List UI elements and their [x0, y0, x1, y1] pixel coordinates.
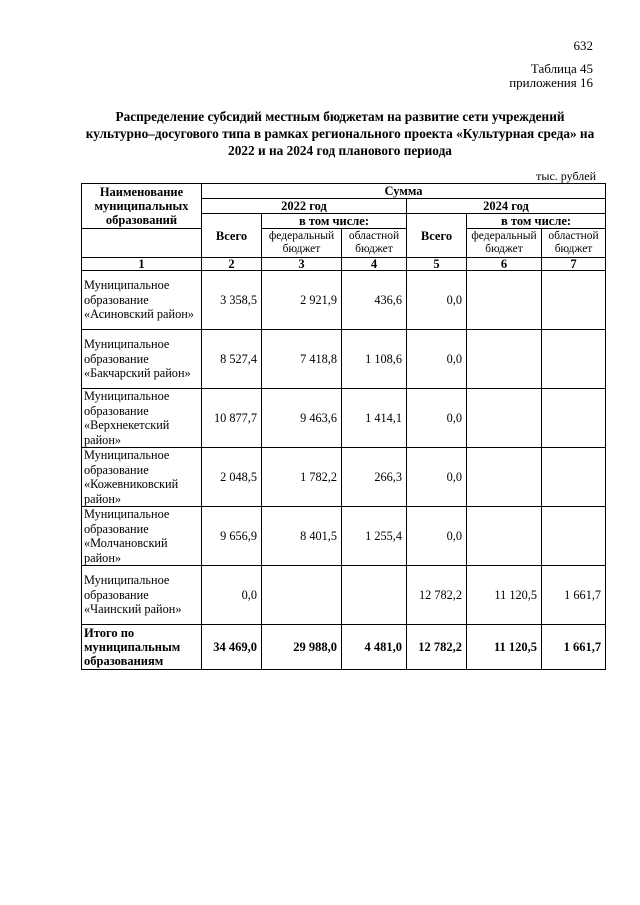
value-2024-regional — [542, 271, 606, 330]
table-ref-line2: приложения 16 — [509, 75, 593, 90]
municipality-name: Муниципальное образование «Асиновский район» — [82, 271, 202, 330]
table-body — [82, 271, 606, 625]
column-number: 6 — [467, 258, 542, 271]
value-2024-total: 0,0 — [407, 389, 467, 448]
value-2024-regional — [542, 507, 606, 566]
table-ref-line1: Таблица 45 — [530, 61, 593, 76]
municipality-name: Муниципальное образование «Чаинский район» — [82, 566, 202, 625]
value-2024-total: 0,0 — [407, 330, 467, 389]
value-2024-federal — [467, 507, 542, 566]
header-total-2022: Всего — [202, 214, 262, 258]
total-label: Итого по муниципальным образованиям — [82, 625, 202, 670]
table-row — [82, 448, 606, 507]
value-2022-total: 0,0 — [202, 566, 262, 625]
column-number: 4 — [342, 258, 407, 271]
value-2022-federal: 1 782,2 — [262, 448, 342, 507]
value-2024-regional — [542, 448, 606, 507]
page-number: 632 — [573, 38, 593, 53]
value-2022-federal: 8 401,5 — [262, 507, 342, 566]
table-row — [82, 566, 606, 625]
value-2024-total: 12 782,2 — [407, 566, 467, 625]
table-row — [82, 389, 606, 448]
value-2024-total: 0,0 — [407, 507, 467, 566]
subsidy-table — [81, 183, 606, 670]
municipality-name: Муниципальное образование «Бакчарский район» — [82, 330, 202, 389]
column-number: 3 — [262, 258, 342, 271]
value-2022-regional: 1 108,6 — [342, 330, 407, 389]
value-2024-federal — [467, 389, 542, 448]
header-regional-2024: областной бюджет — [542, 229, 606, 258]
header-including-2024: в том числе: — [467, 214, 606, 229]
total-row — [82, 625, 606, 670]
value-2022-total: 9 656,9 — [202, 507, 262, 566]
value-2022-total: 10 877,7 — [202, 389, 262, 448]
header-total-2024: Всего — [407, 214, 467, 258]
header-federal-2022: федеральный бюджет — [262, 229, 342, 258]
header-year-2022: 2022 год — [202, 199, 407, 214]
document-title: Распределение субсидий местным бюджетам на развитие сети учреждений культурно–досугового типа в рамках регионального проекта «Культурная среда» на 2022 и на 2024 год планового периода — [85, 109, 595, 158]
header-name-column: Наименование муниципальных образований — [82, 184, 202, 229]
value-2024-federal — [467, 330, 542, 389]
value-2022-regional: 1 255,4 — [342, 507, 407, 566]
municipality-name: Муниципальное образование «Верхнекетский район» — [82, 389, 202, 448]
value-2022-federal: 9 463,6 — [262, 389, 342, 448]
table-row — [82, 271, 606, 330]
value-2024-federal: 11 120,5 — [467, 566, 542, 625]
table-reference — [509, 62, 593, 90]
value-2024-regional — [542, 389, 606, 448]
municipality-name: Муниципальное образование «Молчановский район» — [82, 507, 202, 566]
total-2022-all: 34 469,0 — [202, 625, 262, 670]
header-federal-2024: федеральный бюджет — [467, 229, 542, 258]
total-2024-regional: 1 661,7 — [542, 625, 606, 670]
total-2024-all: 12 782,2 — [407, 625, 467, 670]
value-2022-total: 8 527,4 — [202, 330, 262, 389]
table-row — [82, 507, 606, 566]
municipality-name: Муниципальное образование «Кожевниковский район» — [82, 448, 202, 507]
total-2022-federal: 29 988,0 — [262, 625, 342, 670]
value-2024-federal — [467, 448, 542, 507]
value-2022-regional: 266,3 — [342, 448, 407, 507]
total-2024-federal: 11 120,5 — [467, 625, 542, 670]
value-2024-regional: 1 661,7 — [542, 566, 606, 625]
table-row — [82, 330, 606, 389]
value-2022-total: 3 358,5 — [202, 271, 262, 330]
value-2022-regional — [342, 566, 407, 625]
header-regional-2022: областной бюджет — [342, 229, 407, 258]
total-2022-regional: 4 481,0 — [342, 625, 407, 670]
column-number: 7 — [542, 258, 606, 271]
value-2022-federal: 2 921,9 — [262, 271, 342, 330]
value-2024-federal — [467, 271, 542, 330]
value-2024-regional — [542, 330, 606, 389]
column-number-row — [82, 258, 606, 271]
value-2024-total: 0,0 — [407, 448, 467, 507]
column-number: 2 — [202, 258, 262, 271]
value-2022-total: 2 048,5 — [202, 448, 262, 507]
value-2022-regional: 436,6 — [342, 271, 407, 330]
value-2022-regional: 1 414,1 — [342, 389, 407, 448]
header-year-2024: 2024 год — [407, 199, 606, 214]
column-number: 5 — [407, 258, 467, 271]
value-2022-federal: 7 418,8 — [262, 330, 342, 389]
units-label: тыс. рублей — [536, 169, 596, 183]
header-including-2022: в том числе: — [262, 214, 407, 229]
column-number: 1 — [82, 258, 202, 271]
value-2022-federal — [262, 566, 342, 625]
value-2024-total: 0,0 — [407, 271, 467, 330]
table-header — [82, 184, 606, 271]
header-sum: Сумма — [202, 184, 606, 199]
